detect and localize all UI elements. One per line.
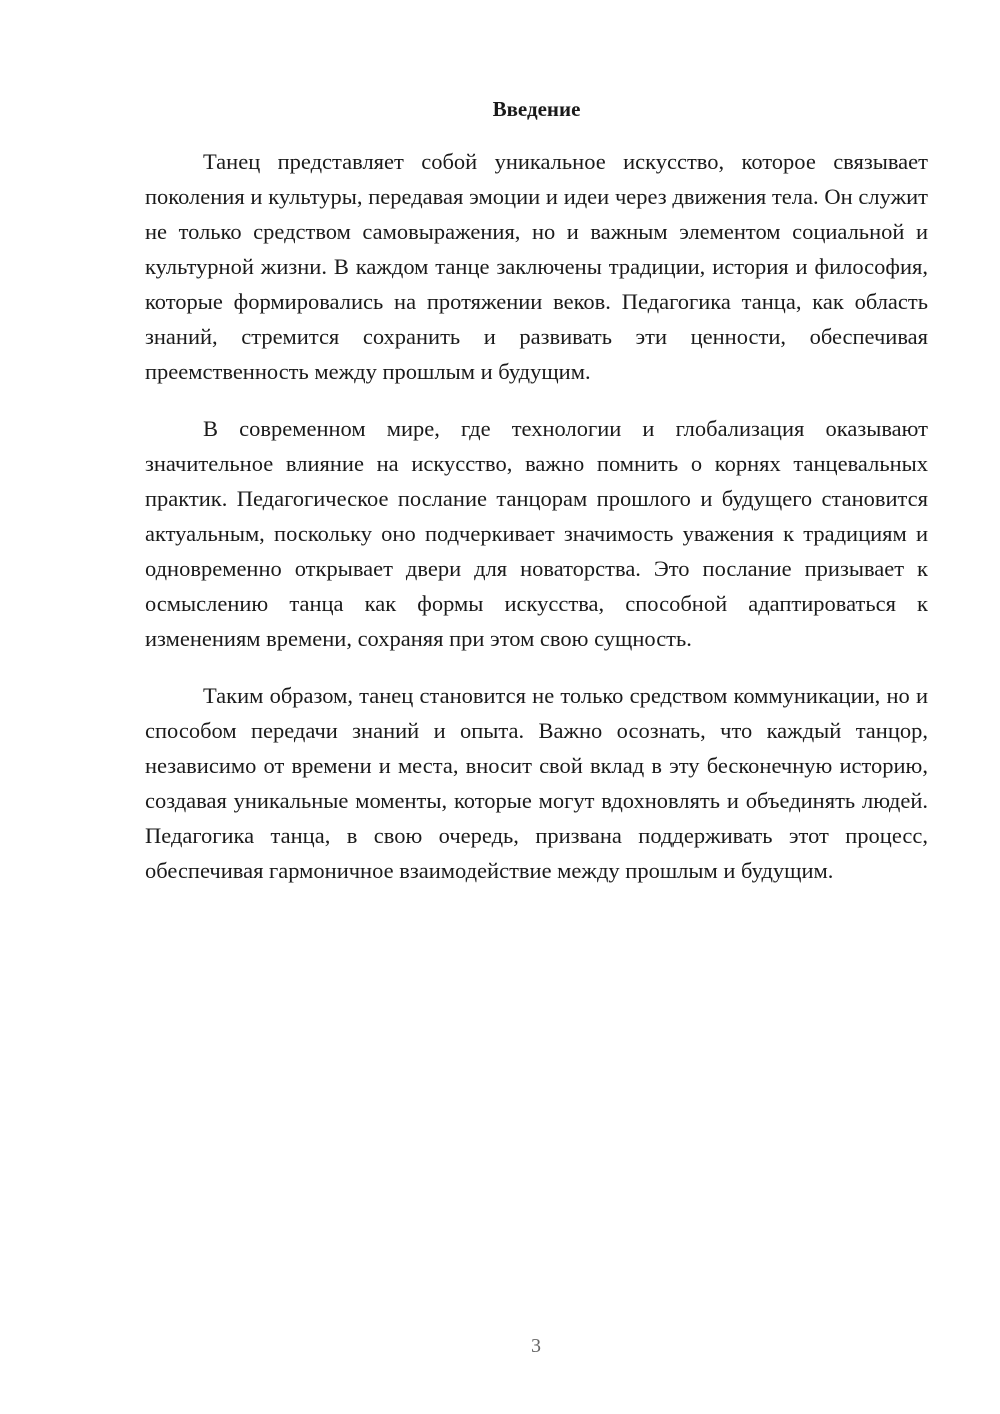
section-title: Введение (492, 97, 581, 121)
page-content (145, 94, 928, 910)
paragraph-3: Таким образом, танец становится не только средством коммуникации, но и способом передачи знаний и опыта. Важно осознать, что каждый танцор, независимо от времени и места, вносит свой вклад в эту бесконечную историю, создавая уникальные моменты, которые могут вдохновлять и объединять людей. Педагогика танца, в свою очередь, призвана поддерживать этот процесс, обеспечивая гармоничное взаимодействие между прошлым и будущим. (145, 683, 928, 883)
paragraph-1: Танец представляет собой уникальное искусство, которое связывает поколения и культуры, передавая эмоции и идеи через движения тела. Он служит не только средством самовыражения, но и важным элементом социальной и культурной жизни. В каждом танце заключены традиции, история и философия, которые формировались на протяжении веков. Педагогика танца, как область знаний, стремится сохранить и развивать эти ценности, обеспечивая преемственность между прошлым и будущим. (145, 149, 928, 384)
page-number: 3 (531, 1335, 541, 1357)
paragraph-2: В современном мире, где технологии и глобализация оказывают значительное влияние на искусство, важно помнить о корнях танцевальных практик. Педагогическое послание танцорам прошлого и будущего становится актуальным, поскольку оно подчеркивает значимость уважения к традициям и одновременно открывает двери для новаторства. Это послание призывает к осмыслению танца как формы искусства, способной адаптироваться к изменениям времени, сохраняя при этом свою сущность. (145, 416, 928, 651)
